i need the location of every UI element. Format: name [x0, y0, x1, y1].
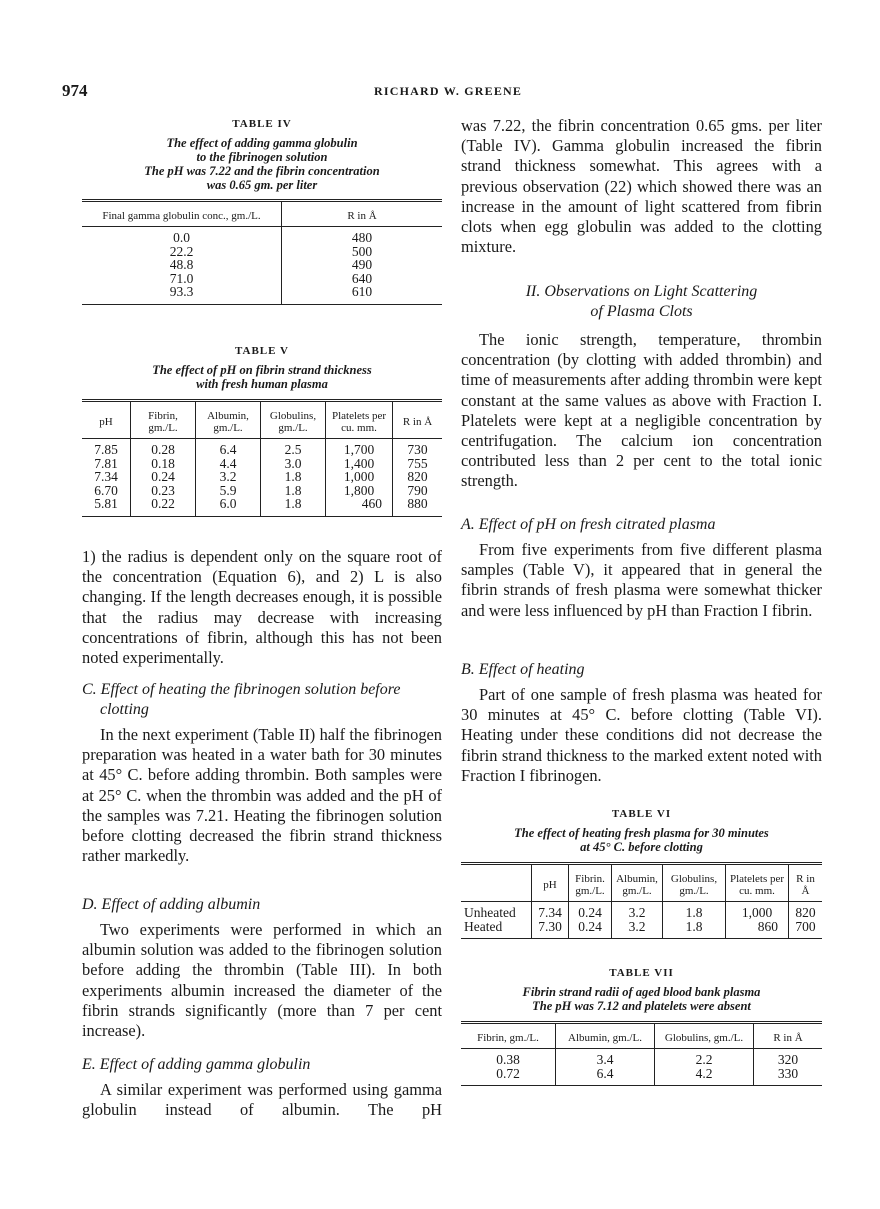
table-vii: [461, 967, 822, 1086]
table-cell: 640: [351, 270, 373, 286]
table-cell: 1,700: [326, 439, 393, 457]
table-vii-col-header: Globulins, gm./L.: [655, 1023, 754, 1049]
table-vii-col-header: Fibrin, gm./L.: [461, 1023, 556, 1049]
section-d: [82, 895, 442, 1041]
table-cell: 5.9: [196, 484, 261, 498]
part-heading-line: II. Observations on Light Scattering: [525, 283, 758, 300]
table-row: [82, 285, 442, 304]
table-iv-caption-line: The effect of adding gamma globulin: [166, 136, 358, 150]
table-iv-caption-line: to the fibrinogen solution: [196, 150, 328, 164]
table-cell: 3.2: [612, 902, 663, 920]
part-ii-heading: [461, 282, 822, 322]
table-v-col-header: pH: [82, 401, 131, 439]
table-cell: 3.2: [196, 470, 261, 484]
table-iv-col-header: R in Å: [282, 201, 443, 227]
table-cell: 0.18: [131, 457, 196, 471]
table-cell: 3.4: [556, 1049, 655, 1067]
table-cell: 6.4: [196, 439, 261, 457]
section-heading: A. Effect of pH on fresh citrated plasma: [461, 516, 716, 533]
table-vii-label: TABLE VII: [609, 967, 674, 979]
section-heading: B. Effect of heating: [461, 661, 585, 678]
table-cell: 1.8: [261, 470, 326, 484]
section-c: [82, 680, 442, 866]
table-row: [82, 439, 442, 457]
table-cell: 1.8: [663, 920, 726, 939]
running-head-author: RICHARD W. GREENE: [374, 84, 523, 98]
table-v-label: TABLE V: [235, 345, 289, 357]
section-e: [82, 1055, 442, 1120]
table-cell: 320: [777, 1052, 799, 1067]
table-cell: 500: [351, 243, 373, 259]
table-cell: Unheated: [461, 902, 532, 920]
table-cell: 610: [351, 284, 373, 299]
table-v-caption-line: with fresh human plasma: [196, 377, 328, 391]
table-cell: 790: [407, 482, 428, 498]
table-cell: 0.24: [131, 470, 196, 484]
table-vi: [461, 808, 822, 939]
table-cell: 730: [407, 442, 428, 457]
table-cell: 2.2: [655, 1049, 754, 1067]
table-vii-caption-line: The pH was 7.12 and platelets were absent: [532, 999, 751, 1013]
table-v-grid: [82, 399, 442, 517]
table-vi-grid: [461, 862, 822, 939]
table-cell: 0.72: [461, 1067, 556, 1086]
table-cell: 7.34: [532, 902, 569, 920]
table-vi-label: TABLE VI: [611, 808, 672, 820]
section-a: [461, 515, 822, 621]
table-cell: 5.81: [82, 497, 131, 516]
body-paragraph: Part of one sample of fresh plasma was heated for 30 minutes at 45° C. before clotting (Table VI). Heating under these conditions did not decrease the fibrin strand thickness to the marked extent noted with Fraction I fibrinogen.: [461, 685, 822, 785]
table-vi-col-header: [461, 864, 532, 902]
table-cell: 1,000: [326, 470, 393, 484]
table-row: [461, 1067, 822, 1086]
section-b: [461, 660, 822, 786]
table-v-col-header: Globulins, gm./L.: [261, 401, 326, 439]
table-cell: 0.38: [461, 1049, 556, 1067]
table-v: [82, 345, 442, 517]
table-row: [82, 245, 442, 259]
table-cell: 0.23: [131, 484, 196, 498]
table-row: [82, 497, 442, 516]
table-cell: 7.81: [82, 457, 131, 471]
table-cell: 7.34: [82, 470, 131, 484]
table-cell: 0.22: [131, 497, 196, 516]
table-v-col-header: Platelets per cu. mm.: [326, 401, 393, 439]
part-heading-line: of Plasma Clots: [590, 303, 693, 320]
table-cell: 820: [795, 905, 816, 920]
table-iv-caption-line: was 0.65 gm. per liter: [206, 178, 318, 192]
table-v-col-header: Fibrin, gm./L.: [131, 401, 196, 439]
table-iv-caption-line: The pH was 7.22 and the fibrin concentration: [144, 164, 380, 178]
body-paragraph: Two experiments were performed in which an albumin solution was added to the fibrinogen solution before adding the thrombin (Table III). In both experiments albumin increased the diameter of the fibrin strands significantly (more than 7 per cent increase).: [82, 920, 442, 1041]
table-iv: [82, 118, 442, 305]
table-cell: 700: [795, 918, 816, 934]
body-paragraph: A similar experiment was performed using gamma globulin instead of albumin. The pH: [82, 1080, 442, 1120]
body-paragraph: From five experiments from five different plasma samples (Table V), it appeared that in general the fibrin strands of fresh plasma were somewhat thicker and were less influenced by pH than Fraction I fibrin.: [461, 540, 822, 620]
table-cell: 71.0: [82, 272, 282, 286]
body-paragraph: was 7.22, the fibrin concentration 0.65 gms. per liter (Table IV). Gamma globulin increased the fibrin strand thickness somewhat. This agrees with a previous observation (22) which showed there was an increase in the amount of light scattered from fibrin clots when egg globulin was added to the clotting mixture.: [461, 116, 822, 257]
table-cell: 7.85: [82, 439, 131, 457]
table-iv-col-header: Final gamma globulin conc., gm./L.: [82, 201, 282, 227]
table-cell: 480: [351, 230, 373, 245]
table-vii-col-header: R in Å: [754, 1023, 823, 1049]
table-cell: 880: [407, 496, 428, 511]
table-row: [82, 227, 442, 245]
table-cell: 4.4: [196, 457, 261, 471]
table-cell: 820: [407, 469, 428, 484]
table-cell: 1.8: [663, 902, 726, 920]
table-cell: 6.4: [556, 1067, 655, 1086]
body-paragraph: In the next experiment (Table II) half the fibrinogen preparation was heated in a water bath for 30 minutes at 45° C. before adding thrombin. Both samples were at 25° C. when the thrombin was added and the pH of the samples was 7.21. Heating the fibrinogen solution before clotting decreased the fibrin strand thickness rather markedly.: [82, 725, 442, 866]
section-heading: D. Effect of adding albumin: [82, 896, 261, 913]
body-paragraph: The ionic strength, temperature, thrombin concentration (by clotting with added thrombin) and time of measurements after adding thrombin were kept constant at the same values as above with Fraction I. Platelets were kept at a negligible concentration by centrifugation. The calcium ion concentration contributed less than 2 per cent to the total ionic strength.: [461, 330, 822, 491]
table-v-col-header: R in Å: [393, 401, 443, 439]
table-v-col-header: Albumin, gm./L.: [196, 401, 261, 439]
table-vi-col-header: Albumin, gm./L.: [612, 864, 663, 902]
table-cell: 860: [726, 920, 789, 939]
table-cell: 0.24: [569, 920, 612, 939]
table-iv-label: TABLE IV: [232, 118, 292, 130]
table-row: [82, 457, 442, 471]
table-cell: 1,400: [326, 457, 393, 471]
table-vi-col-header: Platelets per cu. mm.: [726, 864, 789, 902]
table-cell: 330: [777, 1065, 799, 1081]
page-number: 974: [62, 81, 88, 100]
table-cell: 460: [326, 497, 393, 516]
table-cell: 4.2: [655, 1067, 754, 1086]
table-vii-caption-line: Fibrin strand radii of aged blood bank plasma: [522, 985, 761, 999]
table-iv-grid: [82, 199, 442, 305]
table-vii-col-header: Albumin, gm./L.: [556, 1023, 655, 1049]
table-row: [461, 902, 822, 920]
table-cell: 1.8: [261, 497, 326, 516]
table-vi-col-header: Fibrin. gm./L.: [569, 864, 612, 902]
table-cell: 2.5: [261, 439, 326, 457]
table-cell: 7.30: [532, 920, 569, 939]
table-cell: 48.8: [82, 258, 282, 272]
table-cell: 490: [351, 257, 373, 272]
table-row: [82, 272, 442, 286]
section-heading: E. Effect of adding gamma globulin: [82, 1056, 311, 1073]
table-row: [82, 258, 442, 272]
table-cell: 93.3: [82, 285, 282, 304]
table-row: [461, 920, 822, 939]
table-cell: 22.2: [82, 245, 282, 259]
table-cell: 6.70: [82, 484, 131, 498]
table-cell: 0.28: [131, 439, 196, 457]
table-vi-col-header: pH: [532, 864, 569, 902]
table-row: [82, 470, 442, 484]
table-cell: 3.0: [261, 457, 326, 471]
table-vi-caption-line: at 45° C. before clotting: [580, 840, 703, 854]
table-cell: 6.0: [196, 497, 261, 516]
table-cell: 3.2: [612, 920, 663, 939]
table-vii-grid: [461, 1021, 822, 1086]
table-cell: 0.0: [82, 227, 282, 245]
body-paragraph: 1) the radius is dependent only on the square root of the concentration (Equation 6), and 2) L is also changing. If the length decreases enough, it is possible that the radius may decrease with increasing concentrations of fibrin, although this has not been noted experimentally.: [82, 547, 442, 668]
table-vi-col-header: R in Å: [789, 864, 823, 902]
table-cell: 755: [407, 455, 428, 471]
table-cell: 1,000: [726, 902, 789, 920]
section-heading: C. Effect of heating the fibrinogen solution before clotting: [82, 681, 401, 718]
table-cell: 1.8: [261, 484, 326, 498]
table-cell: 1,800: [326, 484, 393, 498]
table-cell: 0.24: [569, 902, 612, 920]
table-row: [461, 1049, 822, 1067]
table-vi-caption-line: The effect of heating fresh plasma for 30 minutes: [514, 826, 769, 840]
table-cell: Heated: [461, 920, 532, 939]
table-vi-col-header: Globulins, gm./L.: [663, 864, 726, 902]
table-v-caption-line: The effect of pH on fibrin strand thickness: [152, 363, 372, 377]
table-row: [82, 484, 442, 498]
